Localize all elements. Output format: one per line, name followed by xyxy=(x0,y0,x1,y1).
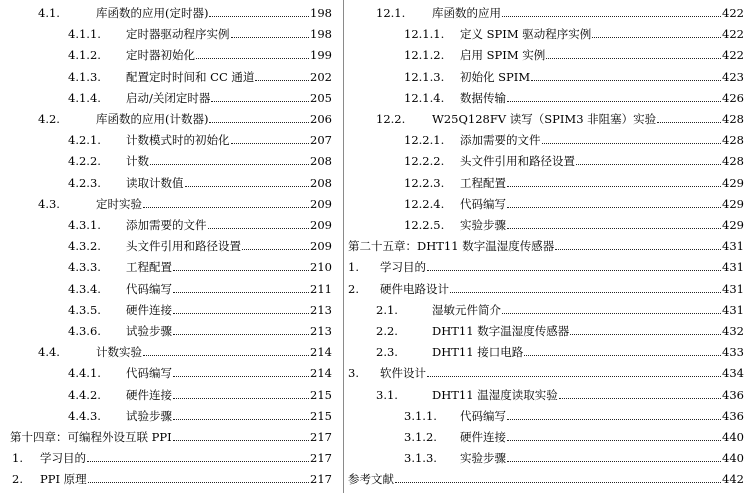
toc-entry-title: 试验步骤 xyxy=(126,408,172,423)
toc-entry-page-number: 209 xyxy=(310,218,332,232)
toc-entry-number: 4.2.1. xyxy=(68,133,101,148)
dot-leader xyxy=(211,101,309,102)
toc-entry-title: 学习目的 xyxy=(380,260,426,275)
toc-entry-number: 12.2. xyxy=(376,112,406,126)
dot-leader xyxy=(592,37,721,38)
toc-entry[interactable] xyxy=(0,127,332,147)
dot-leader xyxy=(427,376,721,377)
toc-entry-page-number: 198 xyxy=(310,27,332,42)
dot-leader xyxy=(395,482,721,483)
dot-leader xyxy=(427,270,721,271)
toc-entry-title: DHT11 数字温湿度传感器 xyxy=(432,324,570,338)
toc-entry-page-number: 217 xyxy=(310,472,332,487)
toc-entry-page-number: 217 xyxy=(310,451,332,466)
toc-entry[interactable] xyxy=(346,85,744,105)
toc-entry[interactable] xyxy=(346,254,744,274)
toc-entry-title: 硬件连接 xyxy=(126,387,172,402)
toc-entry[interactable] xyxy=(346,106,744,126)
toc-entry[interactable] xyxy=(346,466,744,486)
toc-entry-title: 工程配置 xyxy=(126,260,172,275)
toc-entry-title: 硬件电路设计 xyxy=(380,281,449,296)
toc-entry-page-number: 217 xyxy=(310,430,332,444)
toc-entry-number: 3.1.1. xyxy=(404,408,437,423)
toc-entry-title: 启动/关闭定时器 xyxy=(126,90,211,105)
toc-entry-page-number: 431 xyxy=(722,239,744,254)
toc-entry-number: 12.1.3. xyxy=(404,69,445,84)
toc-entry-title: 试验步骤 xyxy=(126,324,172,338)
toc-entry-page-number: 429 xyxy=(722,196,744,211)
dot-leader xyxy=(242,249,309,250)
toc-entry-title: 湿敏元件简介 xyxy=(432,302,501,317)
toc-entry[interactable] xyxy=(0,403,332,423)
toc-entry-number: 4.3.4. xyxy=(68,281,101,296)
toc-entry-page-number: 428 xyxy=(722,154,744,169)
toc-entry-title: 启用 SPIM 实例 xyxy=(460,48,546,63)
dot-leader xyxy=(173,440,309,441)
toc-entry-page-number: 214 xyxy=(310,366,332,381)
toc-entry[interactable] xyxy=(346,445,744,465)
toc-entry-page-number: 429 xyxy=(722,175,744,190)
toc-entry-page-number: 429 xyxy=(722,218,744,232)
dot-leader xyxy=(173,334,309,335)
toc-entry[interactable] xyxy=(346,297,744,317)
toc-entry-number: 4.1.3. xyxy=(68,69,101,84)
toc-entry-title: 读取计数值 xyxy=(126,175,184,190)
column-divider xyxy=(343,0,344,493)
toc-entry-page-number: 205 xyxy=(310,90,332,105)
toc-entry-title: DHT11 温湿度读取实验 xyxy=(432,387,558,402)
dot-leader xyxy=(173,313,309,314)
toc-entry-page-number: 198 xyxy=(310,6,332,20)
toc-entry-number: 3.1.3. xyxy=(404,451,437,466)
toc-entry-number: 4.1. xyxy=(38,6,60,20)
toc-entry-page-number: 422 xyxy=(722,48,744,63)
toc-entry-page-number: 208 xyxy=(310,175,332,190)
dot-leader xyxy=(450,292,721,293)
toc-entry-title: 定时器初始化 xyxy=(126,48,195,63)
toc-entry[interactable] xyxy=(346,42,744,62)
dot-leader xyxy=(173,376,309,377)
toc-entry-page-number: 440 xyxy=(722,430,744,444)
toc-entry-page-number: 208 xyxy=(310,154,332,169)
toc-entry[interactable] xyxy=(0,42,332,62)
toc-entry-number: 1. xyxy=(348,260,359,275)
dot-leader xyxy=(173,419,309,420)
dot-leader xyxy=(143,355,309,356)
toc-entry[interactable] xyxy=(0,466,332,486)
toc-entry[interactable] xyxy=(346,403,744,423)
dot-leader xyxy=(88,482,309,483)
toc-entry-title: 添加需要的文件 xyxy=(126,218,207,232)
toc-entry-title: 定义 SPIM 驱动程序实例 xyxy=(460,27,592,42)
toc-entry-number: 4.3. xyxy=(38,196,60,211)
dot-leader xyxy=(542,143,722,144)
toc-entry-title: 初始化 SPIM xyxy=(460,69,531,84)
toc-entry-title: 库函数的应用(计数器) xyxy=(96,112,209,126)
toc-entry-title: 头文件引用和路径设置 xyxy=(126,239,241,254)
toc-entry-number: 12.2.4. xyxy=(404,196,445,211)
toc-entry[interactable] xyxy=(346,382,744,402)
toc-entry-page-number: 209 xyxy=(310,239,332,254)
toc-entry-number: 2. xyxy=(348,281,359,296)
dot-leader xyxy=(507,440,721,441)
toc-entry-page-number: 199 xyxy=(310,48,332,63)
toc-entry-number: 4.2.3. xyxy=(68,175,101,190)
toc-entry-page-number: 434 xyxy=(722,366,744,381)
dot-leader xyxy=(173,270,309,271)
toc-entry-page-number: 209 xyxy=(310,196,332,211)
toc-entry-page-number: 202 xyxy=(310,69,332,84)
toc-entry[interactable] xyxy=(0,170,332,190)
toc-entry-title: 代码编写 xyxy=(126,281,172,296)
toc-entry[interactable] xyxy=(0,64,332,84)
dot-leader xyxy=(546,58,721,59)
dot-leader xyxy=(143,207,309,208)
toc-entry[interactable] xyxy=(346,360,744,380)
toc-entry-title: DHT11 接口电路 xyxy=(432,345,524,360)
dot-leader xyxy=(531,80,721,81)
toc-entry-number: 4.3.2. xyxy=(68,239,101,254)
toc-entry-number: 4.2. xyxy=(38,112,60,126)
dot-leader xyxy=(231,143,310,144)
toc-entry[interactable] xyxy=(346,127,744,147)
toc-entry[interactable] xyxy=(346,424,744,444)
toc-entry[interactable] xyxy=(0,233,332,253)
toc-entry-number: 4.2.2. xyxy=(68,154,101,169)
toc-entry-number: 12.1.1. xyxy=(404,27,445,42)
toc-entry-page-number: 422 xyxy=(722,27,744,42)
toc-entry[interactable] xyxy=(0,0,332,20)
toc-entry-number: 2.2. xyxy=(376,324,398,338)
toc-entry-title: 实验步骤 xyxy=(460,451,506,466)
dot-leader xyxy=(507,461,721,462)
dot-leader xyxy=(255,80,309,81)
toc-entry[interactable] xyxy=(0,21,332,41)
toc-entry-number: 12.2.1. xyxy=(404,133,445,148)
toc-entry-page-number: 436 xyxy=(722,408,744,423)
toc-entry-page-number: 215 xyxy=(310,408,332,423)
toc-entry-title: 硬件连接 xyxy=(460,430,506,444)
toc-entry[interactable] xyxy=(0,85,332,105)
toc-entry-page-number: 426 xyxy=(722,90,744,105)
toc-entry[interactable] xyxy=(0,382,332,402)
toc-entry-title: 定时实验 xyxy=(96,196,142,211)
toc-entry-title: 库函数的应用(定时器) xyxy=(96,6,209,20)
toc-entry-number: 4.4.1. xyxy=(68,366,101,381)
toc-entry-page-number: 206 xyxy=(310,112,332,126)
dot-leader xyxy=(507,419,721,420)
toc-entry[interactable] xyxy=(0,276,332,296)
toc-entry-title: 库函数的应用 xyxy=(432,6,501,20)
toc-entry-page-number: 214 xyxy=(310,345,332,360)
toc-entry[interactable] xyxy=(346,233,744,253)
toc-entry-page-number: 423 xyxy=(722,69,744,84)
toc-entry-number: 3.1.2. xyxy=(404,430,437,444)
toc-entry-number: 12.1.4. xyxy=(404,90,445,105)
toc-entry-title: 参考文献 xyxy=(348,472,394,487)
toc-entry-number: 3. xyxy=(348,366,359,381)
toc-entry-title: 第二十五章：DHT11 数字温湿度传感器 xyxy=(348,239,555,254)
toc-entry[interactable] xyxy=(0,360,332,380)
dot-leader xyxy=(570,334,721,335)
toc-entry-title: 计数 xyxy=(126,154,149,169)
toc-entry-page-number: 431 xyxy=(722,302,744,317)
toc-entry[interactable] xyxy=(346,21,744,41)
dot-leader xyxy=(507,101,721,102)
toc-entry-number: 1. xyxy=(12,451,23,466)
toc-entry-page-number: 431 xyxy=(722,281,744,296)
toc-entry-title: 配置定时时间和 CC 通道 xyxy=(126,69,255,84)
toc-entry[interactable] xyxy=(0,339,332,359)
toc-entry[interactable] xyxy=(0,318,332,338)
toc-entry[interactable] xyxy=(346,148,744,168)
toc-entry[interactable] xyxy=(0,297,332,317)
toc-entry-title: 计数实验 xyxy=(96,345,142,360)
toc-entry-number: 4.1.4. xyxy=(68,90,101,105)
toc-entry[interactable] xyxy=(346,339,744,359)
dot-leader xyxy=(209,122,309,123)
toc-entry-page-number: 422 xyxy=(722,6,744,20)
toc-entry-number: 4.4.3. xyxy=(68,408,101,423)
toc-entry-number: 4.3.5. xyxy=(68,302,101,317)
toc-entry-title: 代码编写 xyxy=(460,196,506,211)
dot-leader xyxy=(559,398,721,399)
toc-entry-number: 4.1.2. xyxy=(68,48,101,63)
toc-entry-number: 3.1. xyxy=(376,387,398,402)
dot-leader xyxy=(87,461,309,462)
toc-entry[interactable] xyxy=(0,191,332,211)
toc-entry-page-number: 433 xyxy=(722,345,744,360)
toc-entry-number: 2.1. xyxy=(376,302,398,317)
toc-entry-page-number: 211 xyxy=(310,281,332,296)
toc-entry[interactable] xyxy=(346,212,744,232)
toc-entry-page-number: 213 xyxy=(310,324,332,338)
toc-entry-number: 12.1.2. xyxy=(404,48,445,63)
dot-leader xyxy=(507,228,721,229)
toc-entry-page-number: 428 xyxy=(722,112,744,126)
toc-entry[interactable] xyxy=(0,106,332,126)
toc-entry-title: 计数模式时的初始化 xyxy=(126,133,230,148)
toc-entry-page-number: 442 xyxy=(722,472,744,487)
dot-leader xyxy=(507,207,721,208)
toc-entry-title: 代码编写 xyxy=(460,408,506,423)
toc-entry[interactable] xyxy=(0,424,332,444)
toc-entry[interactable] xyxy=(346,276,744,296)
dot-leader xyxy=(185,186,310,187)
toc-entry[interactable] xyxy=(346,64,744,84)
toc-entry-page-number: 210 xyxy=(310,260,332,275)
toc-entry-number: 4.1.1. xyxy=(68,27,101,42)
toc-entry-title: 数据传输 xyxy=(460,90,506,105)
toc-entry-title: 硬件连接 xyxy=(126,302,172,317)
dot-leader xyxy=(150,164,309,165)
toc-entry-page-number: 436 xyxy=(722,387,744,402)
toc-entry-title: 头文件引用和路径设置 xyxy=(460,154,575,169)
toc-entry-page-number: 215 xyxy=(310,387,332,402)
toc-entry-number: 12.2.5. xyxy=(404,218,445,232)
dot-leader xyxy=(173,398,309,399)
dot-leader xyxy=(507,186,721,187)
toc-entry-number: 2.3. xyxy=(376,345,398,360)
toc-entry-title: PPI 原理 xyxy=(40,472,87,487)
toc-entry-number: 2. xyxy=(12,472,23,487)
toc-entry-title: 实验步骤 xyxy=(460,218,506,232)
toc-entry-title: 代码编写 xyxy=(126,366,172,381)
toc-entry-page-number: 440 xyxy=(722,451,744,466)
toc-entry-title: 第十四章：可编程外设互联 PPI xyxy=(10,430,172,444)
dot-leader xyxy=(555,249,721,250)
toc-entry[interactable] xyxy=(346,318,744,338)
dot-leader xyxy=(231,37,310,38)
dot-leader xyxy=(173,292,309,293)
toc-entry[interactable] xyxy=(0,148,332,168)
toc-entry-number: 12.2.3. xyxy=(404,175,445,190)
toc-entry-title: 学习目的 xyxy=(40,451,86,466)
dot-leader xyxy=(208,228,310,229)
toc-entry-page-number: 213 xyxy=(310,302,332,317)
toc-entry-number: 4.4.2. xyxy=(68,387,101,402)
toc-entry-number: 12.1. xyxy=(376,6,406,20)
toc-entry-title: 定时器驱动程序实例 xyxy=(126,27,230,42)
dot-leader xyxy=(502,313,721,314)
toc-entry-number: 12.2.2. xyxy=(404,154,445,169)
toc-entry-page-number: 207 xyxy=(310,133,332,148)
toc-entry[interactable] xyxy=(0,445,332,465)
toc-entry-page-number: 428 xyxy=(722,133,744,148)
dot-leader xyxy=(657,122,721,123)
toc-entry-page-number: 431 xyxy=(722,260,744,275)
toc-entry-number: 4.3.1. xyxy=(68,218,101,232)
dot-leader xyxy=(502,16,721,17)
toc-entry[interactable] xyxy=(346,0,744,20)
dot-leader xyxy=(196,58,309,59)
dot-leader xyxy=(524,355,721,356)
dot-leader xyxy=(576,164,721,165)
toc-entry[interactable] xyxy=(346,191,744,211)
toc-entry-number: 4.4. xyxy=(38,345,60,360)
toc-entry[interactable] xyxy=(0,254,332,274)
toc-entry-number: 4.3.6. xyxy=(68,324,101,338)
toc-entry-page-number: 432 xyxy=(722,324,744,338)
toc-entry-title: 工程配置 xyxy=(460,175,506,190)
toc-entry[interactable] xyxy=(346,170,744,190)
toc-entry[interactable] xyxy=(0,212,332,232)
dot-leader xyxy=(209,16,309,17)
toc-entry-title: 添加需要的文件 xyxy=(460,133,541,148)
toc-entry-number: 4.3.3. xyxy=(68,260,101,275)
toc-entry-title: W25Q128FV 读写（SPIM3 非阻塞）实验 xyxy=(432,112,657,126)
toc-entry-title: 软件设计 xyxy=(380,366,426,381)
